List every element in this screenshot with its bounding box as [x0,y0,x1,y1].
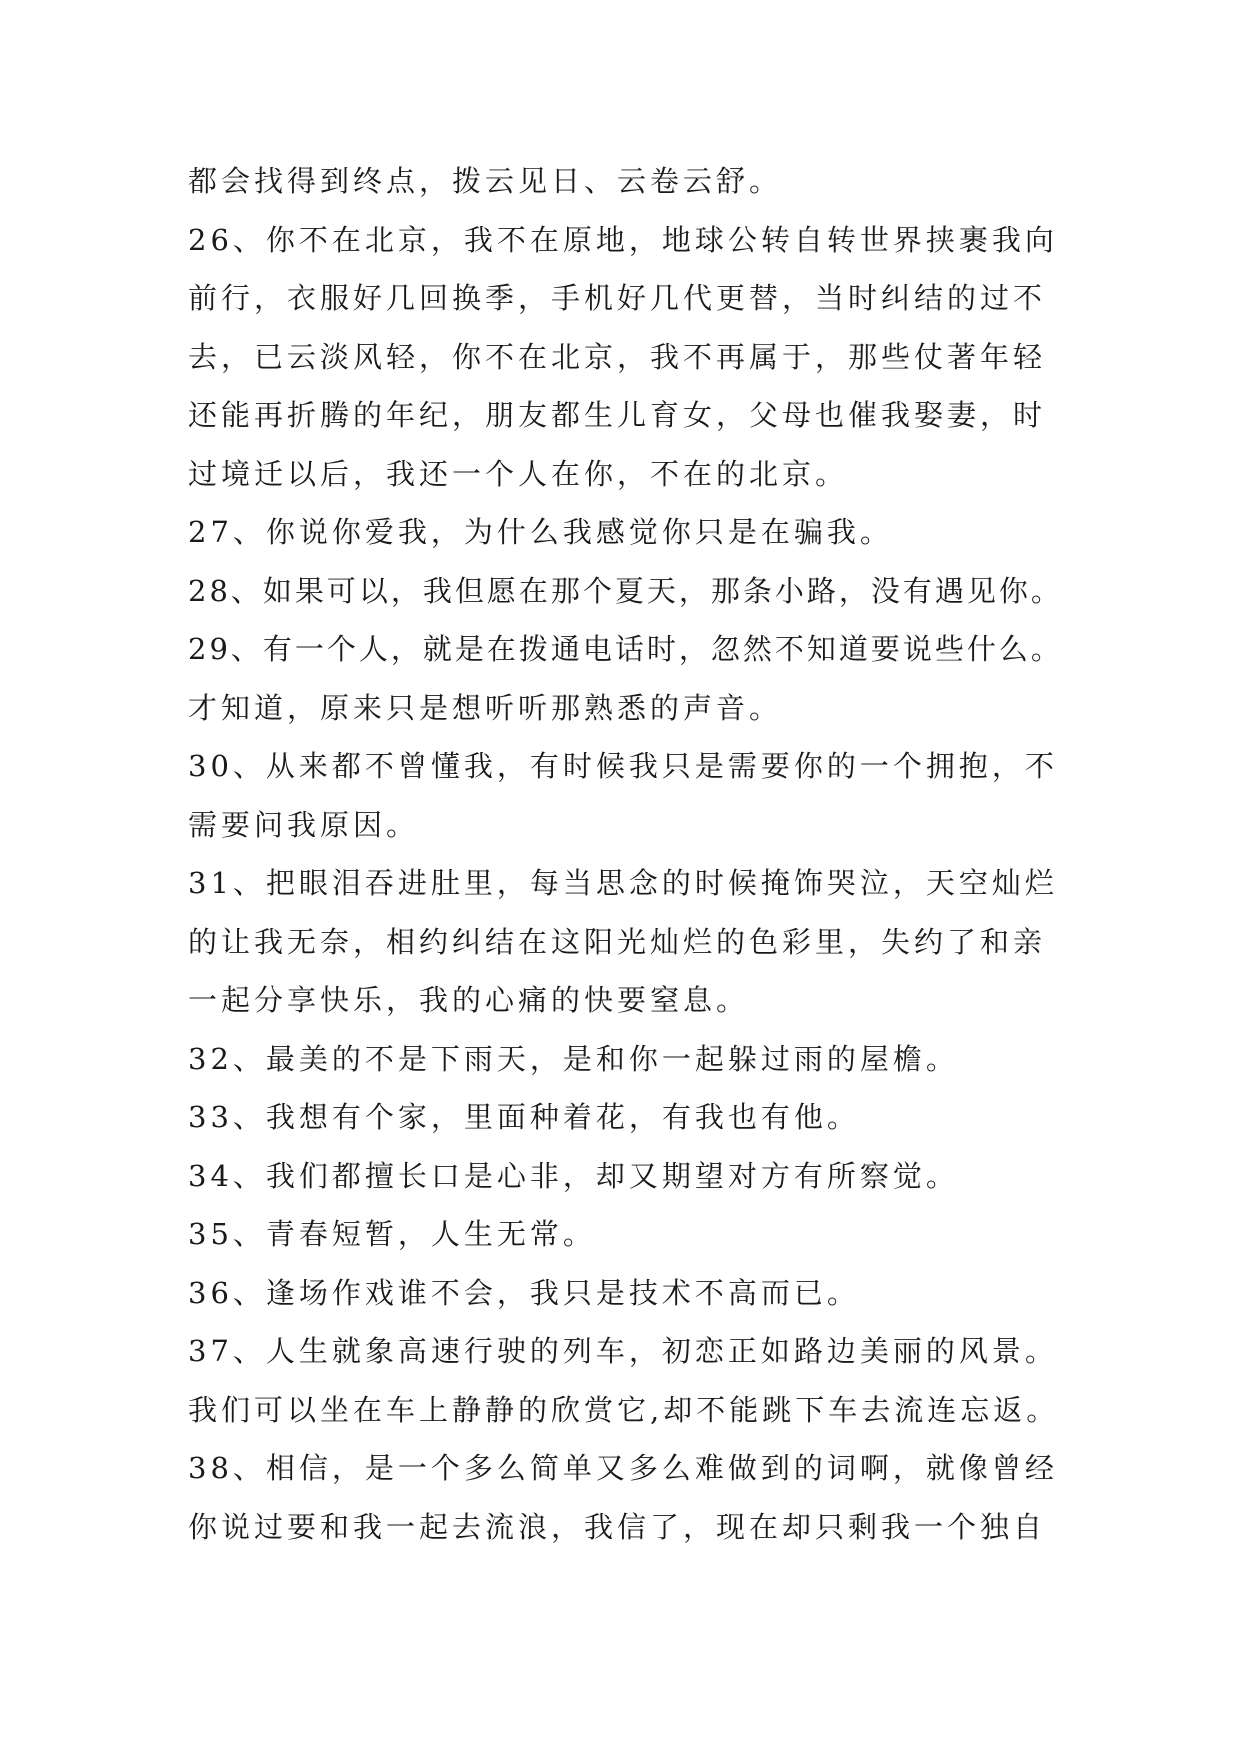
text-line: 27、你说你爱我，为什么我感觉你只是在骗我。 [188,515,893,549]
text-line: 35、青春短暂，人生无常。 [188,1217,596,1251]
text-line: 34、我们都擅长口是心非，却又期望对方有所察觉。 [188,1158,959,1193]
text-line: 37、人生就象高速行驶的列车，初恋正如路边美丽的风景。 [188,1334,1058,1368]
text-line: 还能再折腾的年纪，朋友都生儿育女，父母也催我娶妻，时 [188,398,1047,432]
text-line: 36、逢场作戏谁不会，我只是技术不高而已。 [188,1275,860,1310]
text-line: 一起分享快乐，我的心痛的快要窒息。 [188,983,750,1017]
text-line: 32、最美的不是下雨天，是和你一起躲过雨的屋檐。 [188,1041,959,1076]
text-line: 33、我想有个家，里面种着花，有我也有他。 [188,1100,860,1134]
text-line: 28、如果可以，我但愿在那个夏天，那条小路，没有遇见你。 [188,573,1063,608]
text-line: 去，已云淡风轻，你不在北京，我不再属于，那些仗著年轻 [188,339,1047,374]
text-line: 26、你不在北京，我不在原地，地球公转自转世界挟裹我向 [188,222,1058,257]
text-line: 29、有一个人，就是在拨通电话时，忽然不知道要说些什么。 [188,632,1063,666]
text-line: 才知道，原来只是想听听那熟悉的声音。 [188,690,783,725]
text-line: 都会找得到终点，拨云见日、云卷云舒。 [188,164,783,198]
text-line: 我们可以坐在车上静静的欣赏它,却不能跳下车去流连忘返。 [188,1392,1060,1427]
text-line: 38、相信，是一个多么简单又多么难做到的词啊，就像曾经 [188,1451,1058,1485]
text-line: 需要问我原因。 [188,807,420,842]
text-line: 的让我无奈，相约纠结在这阳光灿烂的色彩里，失约了和亲 [188,924,1047,959]
text-line: 过境迁以后，我还一个人在你，不在的北京。 [188,456,849,491]
text-line: 前行，衣服好几回换季，手机好几代更替，当时纠结的过不 [188,281,1047,315]
text-line: 31、把眼泪吞进肚里，每当思念的时候掩饰哭泣，天空灿烂 [188,866,1058,900]
text-line: 30、从来都不曾懂我，有时候我只是需要你的一个拥抱，不 [188,749,1058,783]
document-body [188,152,1068,1556]
text-line: 你说过要和我一起去流浪，我信了，现在却只剩我一个独自 [188,1509,1047,1544]
